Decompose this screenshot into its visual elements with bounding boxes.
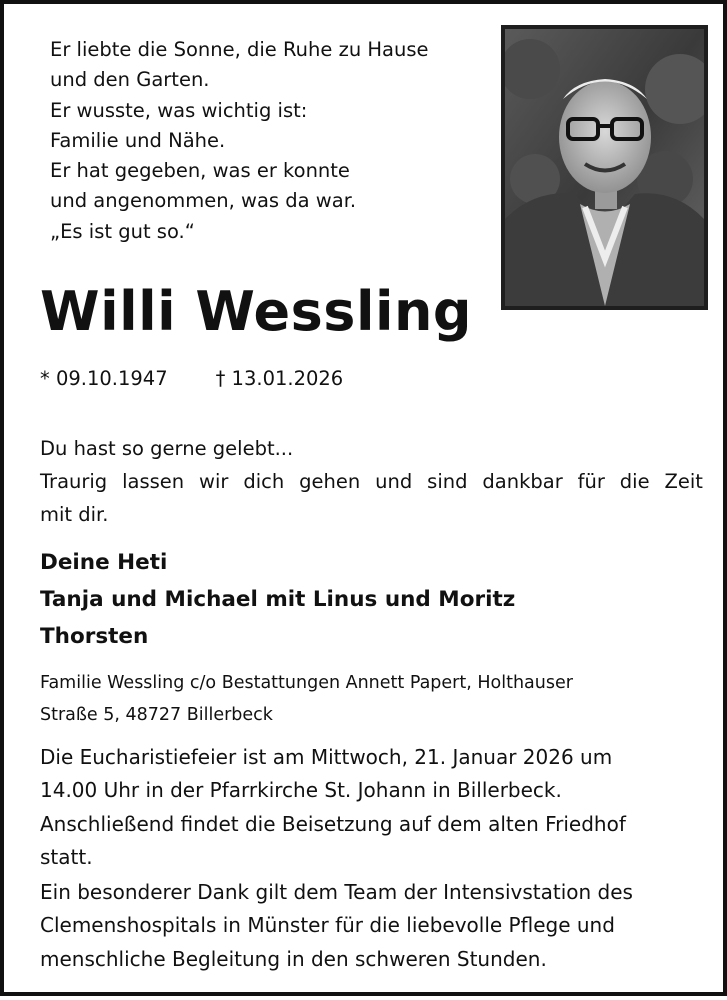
mourner-line: Thorsten <box>40 624 149 649</box>
poem-line: Er hat gegeben, was er konnte <box>50 159 350 183</box>
message-line: mit dir. <box>40 503 109 526</box>
portrait-photo <box>501 25 708 310</box>
service-line: 14.00 Uhr in der Pfarrkirche St. Johann in Billerbeck. <box>40 778 562 803</box>
mourner-line: Tanja und Michael mit Linus und Moritz <box>40 587 516 612</box>
funeral-service-info <box>40 741 626 874</box>
service-line: statt. <box>40 844 93 869</box>
poem-line: und den Garten. <box>50 68 210 92</box>
message-word: dankbar <box>482 470 563 493</box>
contact-address <box>40 668 573 731</box>
poem-line: Familie und Nähe. <box>50 128 226 152</box>
message-word: und <box>375 470 413 493</box>
life-dates <box>40 367 343 390</box>
message-line-justified <box>40 465 703 498</box>
message-word: Zeit <box>664 470 703 493</box>
message-word: wir <box>199 470 229 493</box>
farewell-message <box>40 432 703 531</box>
message-word: für <box>577 470 605 493</box>
message-line: Du hast so gerne gelebt... <box>40 437 294 460</box>
message-word: Traurig <box>40 470 108 493</box>
message-word: gehen <box>299 470 361 493</box>
message-word: lassen <box>122 470 185 493</box>
message-word: die <box>619 470 650 493</box>
thanks-line: Clemenshospitals in Münster für die liebevolle Pflege und <box>40 913 615 938</box>
death-date: † 13.01.2026 <box>215 367 344 390</box>
message-word: sind <box>427 470 468 493</box>
poem-line: „Es ist gut so.“ <box>50 219 195 243</box>
birth-date: * 09.10.1947 <box>40 367 168 390</box>
acknowledgement <box>40 876 633 976</box>
service-line: Die Eucharistiefeier ist am Mittwoch, 21. Januar 2026 um <box>40 745 613 769</box>
mourner-line: Deine Heti <box>40 550 168 575</box>
poem-line: Er wusste, was wichtig ist: <box>50 98 308 122</box>
address-line: Familie Wessling c/o Bestattungen Annett Papert, Holthauser <box>40 673 573 693</box>
poem <box>50 35 429 247</box>
deceased-name: Willi Wessling <box>40 280 473 343</box>
portrait-illustration <box>505 29 704 306</box>
poem-line: und angenommen, was da war. <box>50 189 357 213</box>
thanks-line: Ein besonderer Dank gilt dem Team der Intensivstation des <box>40 880 633 904</box>
mourners <box>40 544 515 655</box>
service-line: Anschließend findet die Beisetzung auf dem alten Friedhof <box>40 811 626 836</box>
poem-line: Er liebte die Sonne, die Ruhe zu Hause <box>50 38 429 61</box>
address-line: Straße 5, 48727 Billerbeck <box>40 704 273 725</box>
message-word: dich <box>243 470 285 493</box>
thanks-line: menschliche Begleitung in den schweren Stunden. <box>40 946 547 971</box>
